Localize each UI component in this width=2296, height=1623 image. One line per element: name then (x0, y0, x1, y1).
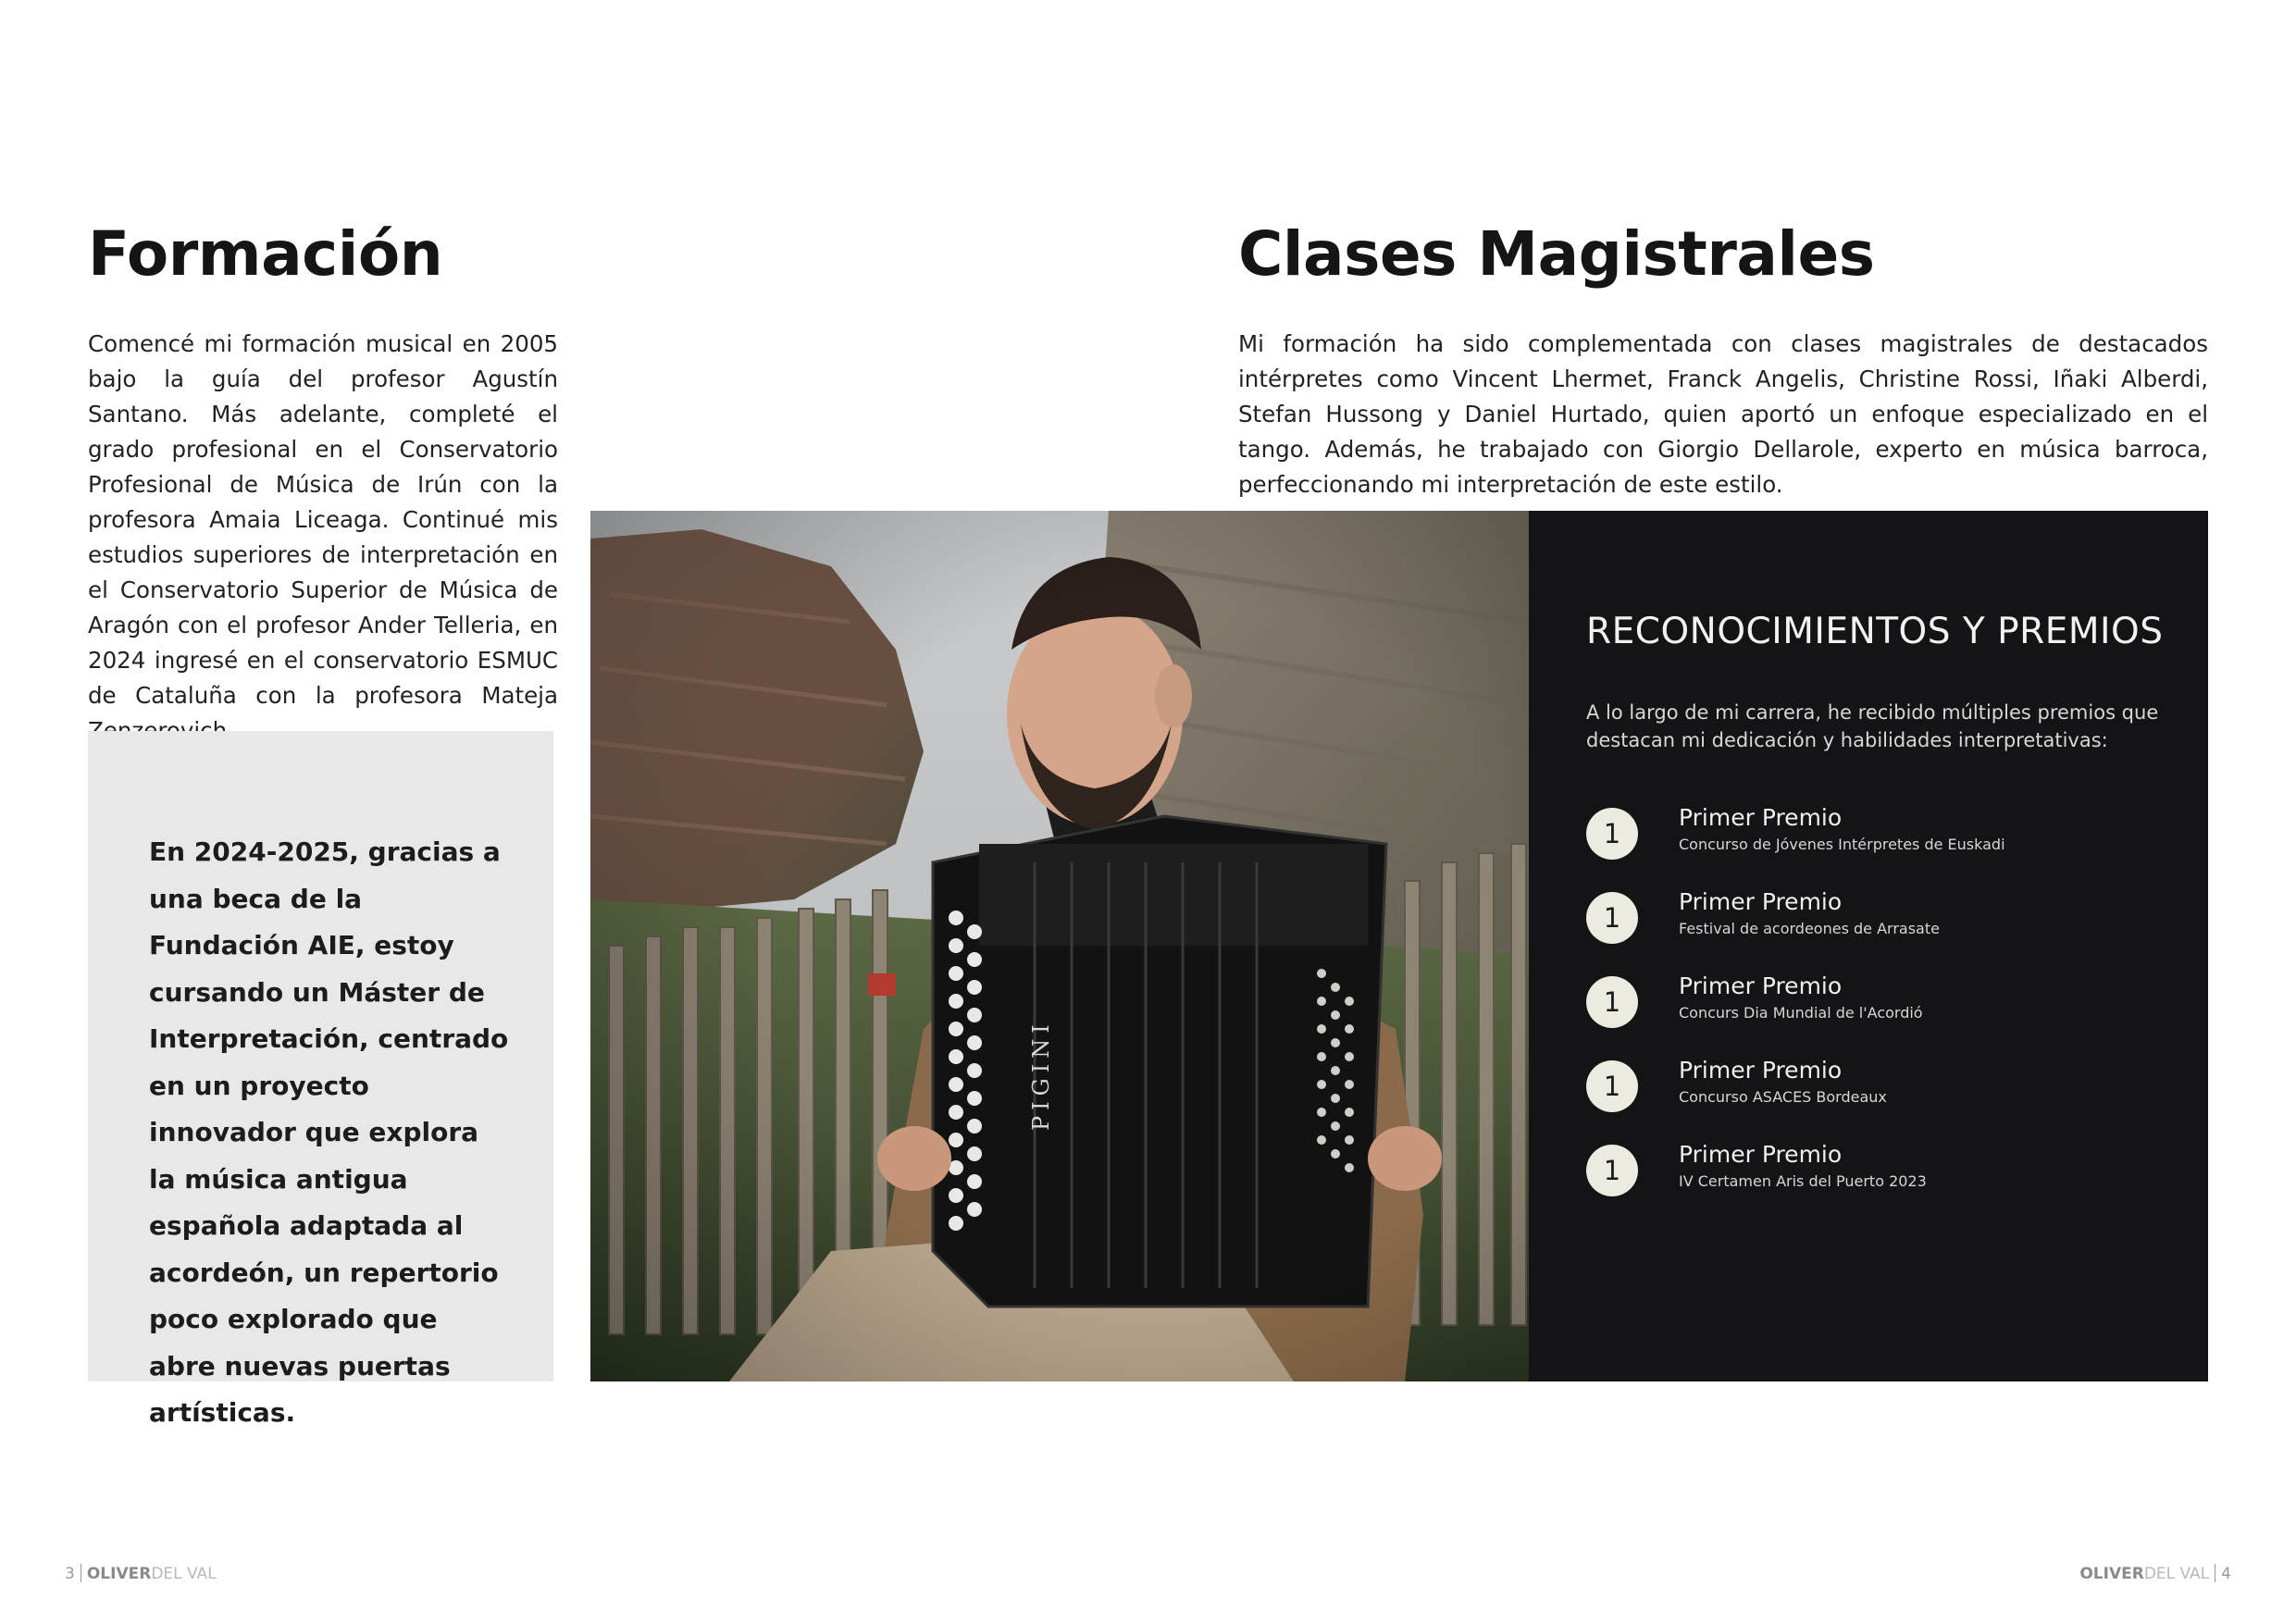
award-subtitle: Concurso de Jóvenes Intérpretes de Euskadi (1679, 836, 2005, 853)
award-subtitle: Concurso ASACES Bordeaux (1679, 1088, 1887, 1106)
scholarship-callout (88, 731, 553, 1428)
award-number-badge: 1 (1586, 892, 1638, 944)
scholarship-callout-text: En 2024-2025, gracias a una beca de la Fundación AIE, estoy cursando un Máster de Interpretación, centrado en un proyecto innovador que explora la música antigua española adaptada al acordeón, un repertorio poco explorado que abre nuevas puertas artísticas. (149, 836, 509, 1428)
award-title: Primer Premio (1679, 1141, 1843, 1168)
award-subtitle: Concurs Dia Mundial de l'Acordió (1679, 1004, 1923, 1022)
award-item (1586, 1141, 2178, 1202)
award-item (1586, 973, 2178, 1034)
award-title: Primer Premio (1679, 1057, 1843, 1084)
award-subtitle: IV Certamen Aris del Puerto 2023 (1679, 1172, 1927, 1190)
formacion-heading: Formación (88, 218, 443, 290)
award-item (1586, 804, 2178, 865)
footer-name-last: DEL VAL (2143, 1565, 2210, 1583)
award-number-badge: 1 (1586, 976, 1638, 1028)
awards-panel (1529, 511, 2208, 1381)
awards-title: RECONOCIMIENTOS Y PREMIOS (1586, 611, 2164, 652)
footer-name-first: OLIVER (86, 1565, 152, 1583)
footer-right (2079, 1564, 2231, 1583)
clases-magistrales-paragraph: Mi formación ha sido complementada con clases magistrales de destacados intérpretes como Vincent Lhermet, Franck Angelis, Christine Rossi, Iñaki Alberdi, Stefan Hussong y Daniel Hurtado, quien aportó un enfoque especializado en el tango. Además, he trabajado con Giorgio Dellarole, experto en música barroca, perfeccionando mi interpretación de este estilo. (1238, 330, 2208, 498)
page-number-right: 4 (2221, 1565, 2231, 1583)
accordionist-photo (590, 511, 1529, 1381)
award-number-badge: 1 (1586, 808, 1638, 860)
awards-intro: A lo largo de mi carrera, he recibido múltiples premios que destacan mi dedicación y habilidades interpretativas: (1586, 701, 2159, 751)
footer-name-first: OLIVER (2079, 1565, 2144, 1583)
footer-left (65, 1564, 217, 1583)
formacion-paragraph: Comencé mi formación musical en 2005 bajo la guía del profesor Agustín Santano. Más adelante, completé el grado profesional en el Conservatorio Profesional de Música de Irún con la profesora Amaia Liceaga. Continué mis estudios superiores de interpretación en el Conservatorio Superior de Música de Aragón con el profesor Ander Telleria, en 2024 ingresé en el conservatorio ESMUC de Cataluña con la profesora Mateja (88, 330, 558, 709)
page-number-left: 3 (65, 1565, 75, 1583)
footer-name-last: DEL VAL (151, 1565, 217, 1583)
award-number-badge: 1 (1586, 1145, 1638, 1196)
award-title: Primer Premio (1679, 973, 1843, 999)
award-subtitle: Festival de acordeones de Arrasate (1679, 920, 1940, 937)
clases-magistrales-heading: Clases Magistrales (1238, 218, 1875, 290)
award-item (1586, 1057, 2178, 1118)
award-number-badge: 1 (1586, 1060, 1638, 1112)
award-item (1586, 888, 2178, 949)
award-title: Primer Premio (1679, 888, 1843, 915)
award-title: Primer Premio (1679, 804, 1843, 831)
